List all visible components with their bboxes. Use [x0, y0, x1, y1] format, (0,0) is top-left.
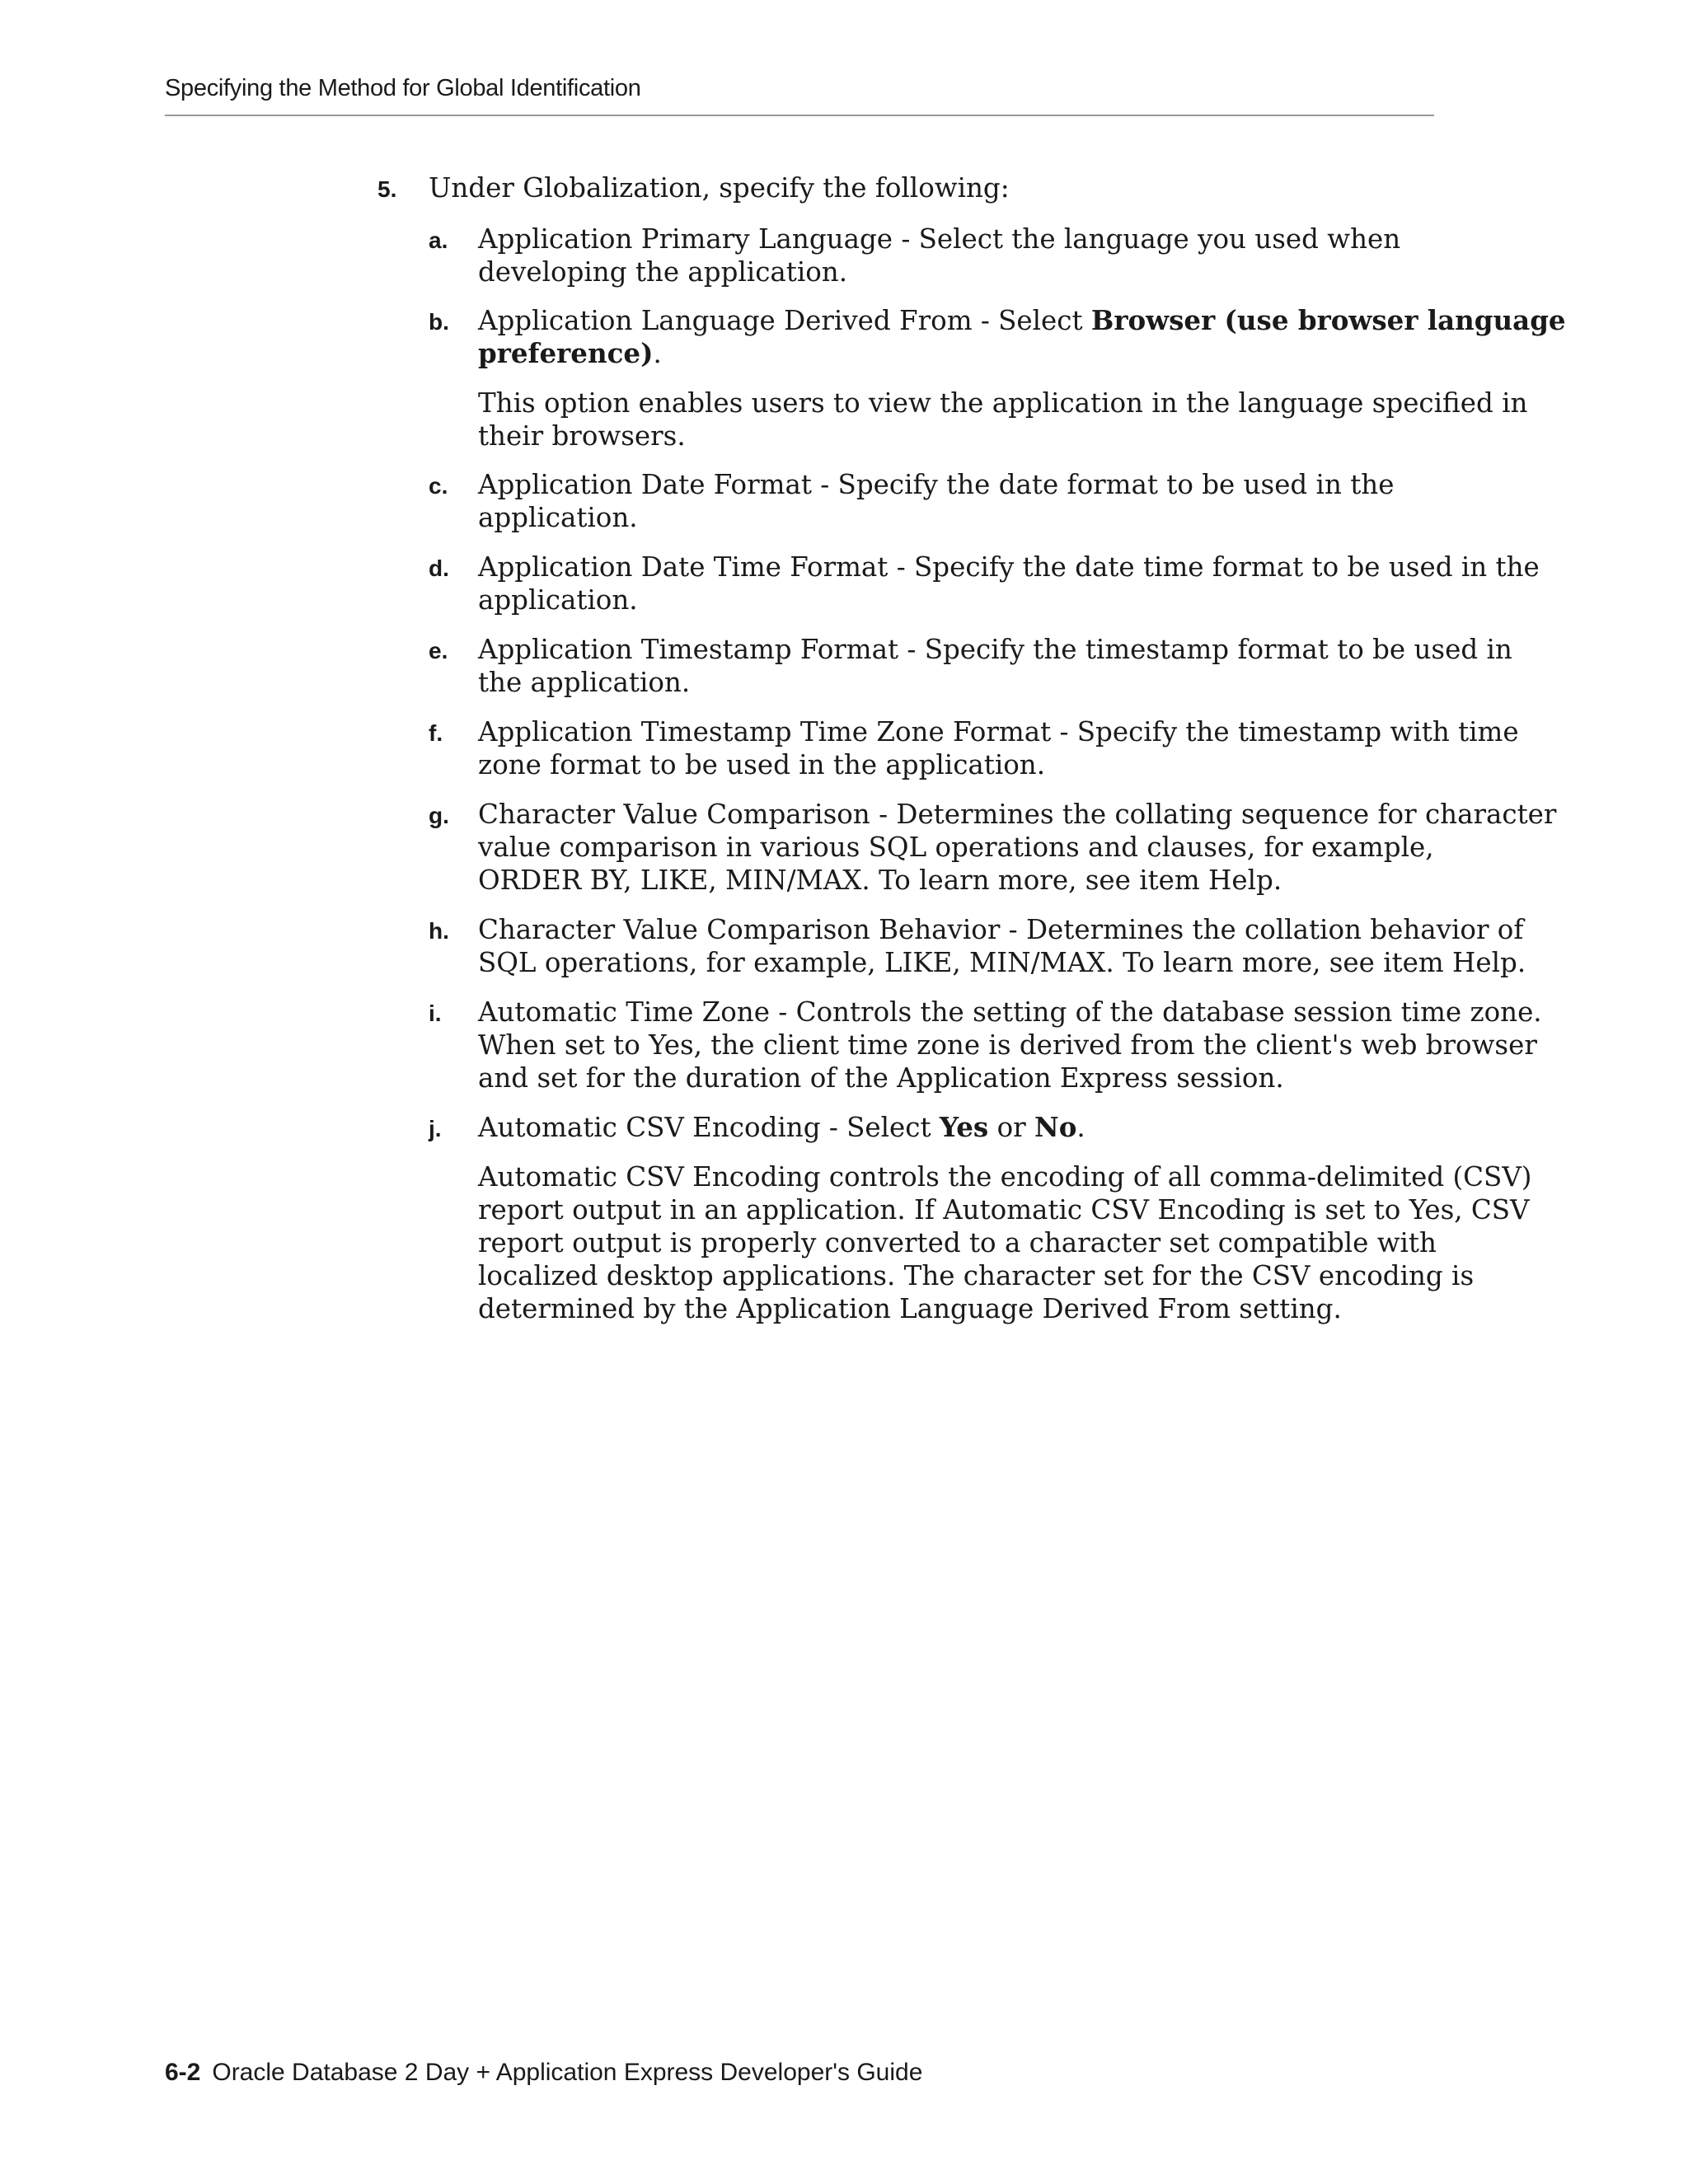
- note-line: report output is properly converted to a character set compatible with: [478, 1227, 1437, 1258]
- substep-line: Automatic Time Zone - Controls the setting of the database session time zone.: [478, 996, 1542, 1028]
- substep-label: c.: [429, 473, 448, 499]
- substep-line: and set for the duration of the Application Express session.: [478, 1062, 1284, 1094]
- substep-line: the application.: [478, 667, 691, 698]
- substep-body: [478, 551, 1540, 616]
- note-line: determined by the Application Language Derived From setting.: [478, 1293, 1342, 1324]
- substep-b-note: [478, 387, 1528, 452]
- note-line: localized desktop applications. The character set for the CSV encoding is: [478, 1260, 1475, 1291]
- substep-label: b.: [429, 309, 449, 335]
- substep-body: [478, 633, 1512, 699]
- substep-line: Character Value Comparison Behavior - Determines the collation behavior of: [478, 914, 1524, 945]
- substep-label: j.: [429, 1116, 442, 1141]
- substep-line: zone format to be used in the application.: [478, 749, 1046, 780]
- substep-body: [478, 996, 1542, 1094]
- substep-text: .: [653, 338, 662, 369]
- substep-line: developing the application.: [478, 256, 848, 288]
- option-yes-bold: Yes: [939, 1111, 989, 1143]
- note-line: Automatic CSV Encoding controls the encoding of all comma-delimited (CSV): [478, 1161, 1532, 1193]
- note-line: their browsers.: [478, 420, 686, 452]
- page-number: 6-2: [165, 2059, 201, 2086]
- substep-text: .: [1076, 1112, 1085, 1143]
- substep-line: Application Date Time Format - Specify the date time format to be used in the: [478, 551, 1540, 583]
- ui-term-bold: Browser (use browser language: [1090, 304, 1566, 336]
- book-title: Oracle Database 2 Day + Application Express Developer's Guide: [212, 2059, 923, 2086]
- substep-label: e.: [429, 638, 448, 663]
- substep-line: Application Primary Language - Select the language you used when: [478, 223, 1401, 255]
- substep-line: When set to Yes, the client time zone is derived from the client's web browser: [478, 1029, 1537, 1061]
- substep-body: [478, 798, 1557, 897]
- substep-line: SQL operations, for example, LIKE, MIN/MAX. To learn more, see item Help.: [478, 947, 1526, 978]
- note-line: This option enables users to view the application in the language specified in: [478, 387, 1528, 419]
- substep-body: [478, 304, 1566, 370]
- substep-line: [478, 1111, 1434, 1144]
- substep-line: value comparison in various SQL operations and clauses, for example,: [478, 832, 1434, 863]
- step-text: Under Globalization, specify the following:: [429, 172, 1010, 204]
- page-footer: [165, 2059, 922, 2087]
- substep-label: a.: [429, 227, 448, 253]
- ui-term-bold: preference): [478, 337, 654, 369]
- substep-label: i.: [429, 1001, 442, 1026]
- substep-line: Application Date Format - Specify the date format to be used in the: [478, 469, 1395, 500]
- substep-body: [478, 223, 1434, 288]
- substep-line: application.: [478, 584, 638, 616]
- substep-label: g.: [429, 803, 449, 828]
- substep-line: Application Timestamp Time Zone Format - Specify the timestamp with time: [478, 716, 1519, 748]
- substep-line: application.: [478, 502, 638, 533]
- substep-label: d.: [429, 555, 449, 581]
- substep-body: [478, 1111, 1434, 1144]
- substep-text: Automatic CSV Encoding - Select: [478, 1112, 940, 1143]
- step-number: 5.: [377, 176, 397, 202]
- note-line: report output in an application. If Automatic CSV Encoding is set to Yes, CSV: [478, 1194, 1530, 1226]
- header-rule: [165, 115, 1434, 116]
- option-no-bold: No: [1034, 1111, 1077, 1143]
- substep-body: [478, 913, 1526, 979]
- substep-line: ORDER BY, LIKE, MIN/MAX. To learn more, see item Help.: [478, 865, 1282, 896]
- substep-label: f.: [429, 720, 443, 746]
- running-header-title: Specifying the Method for Global Identification: [165, 75, 641, 101]
- substep-label: h.: [429, 918, 449, 944]
- substep-text: or: [988, 1112, 1034, 1143]
- substep-body: [478, 715, 1519, 781]
- substep-line: Application Timestamp Format - Specify the timestamp format to be used in: [478, 634, 1512, 665]
- substep-line: [478, 304, 1566, 337]
- substep-line: [478, 337, 1434, 370]
- substep-j-note: [478, 1160, 1532, 1325]
- substep-body: [478, 468, 1434, 534]
- substep-line: Character Value Comparison - Determines the collating sequence for character: [478, 799, 1557, 830]
- substep-text: Application Language Derived From - Select: [478, 305, 1091, 336]
